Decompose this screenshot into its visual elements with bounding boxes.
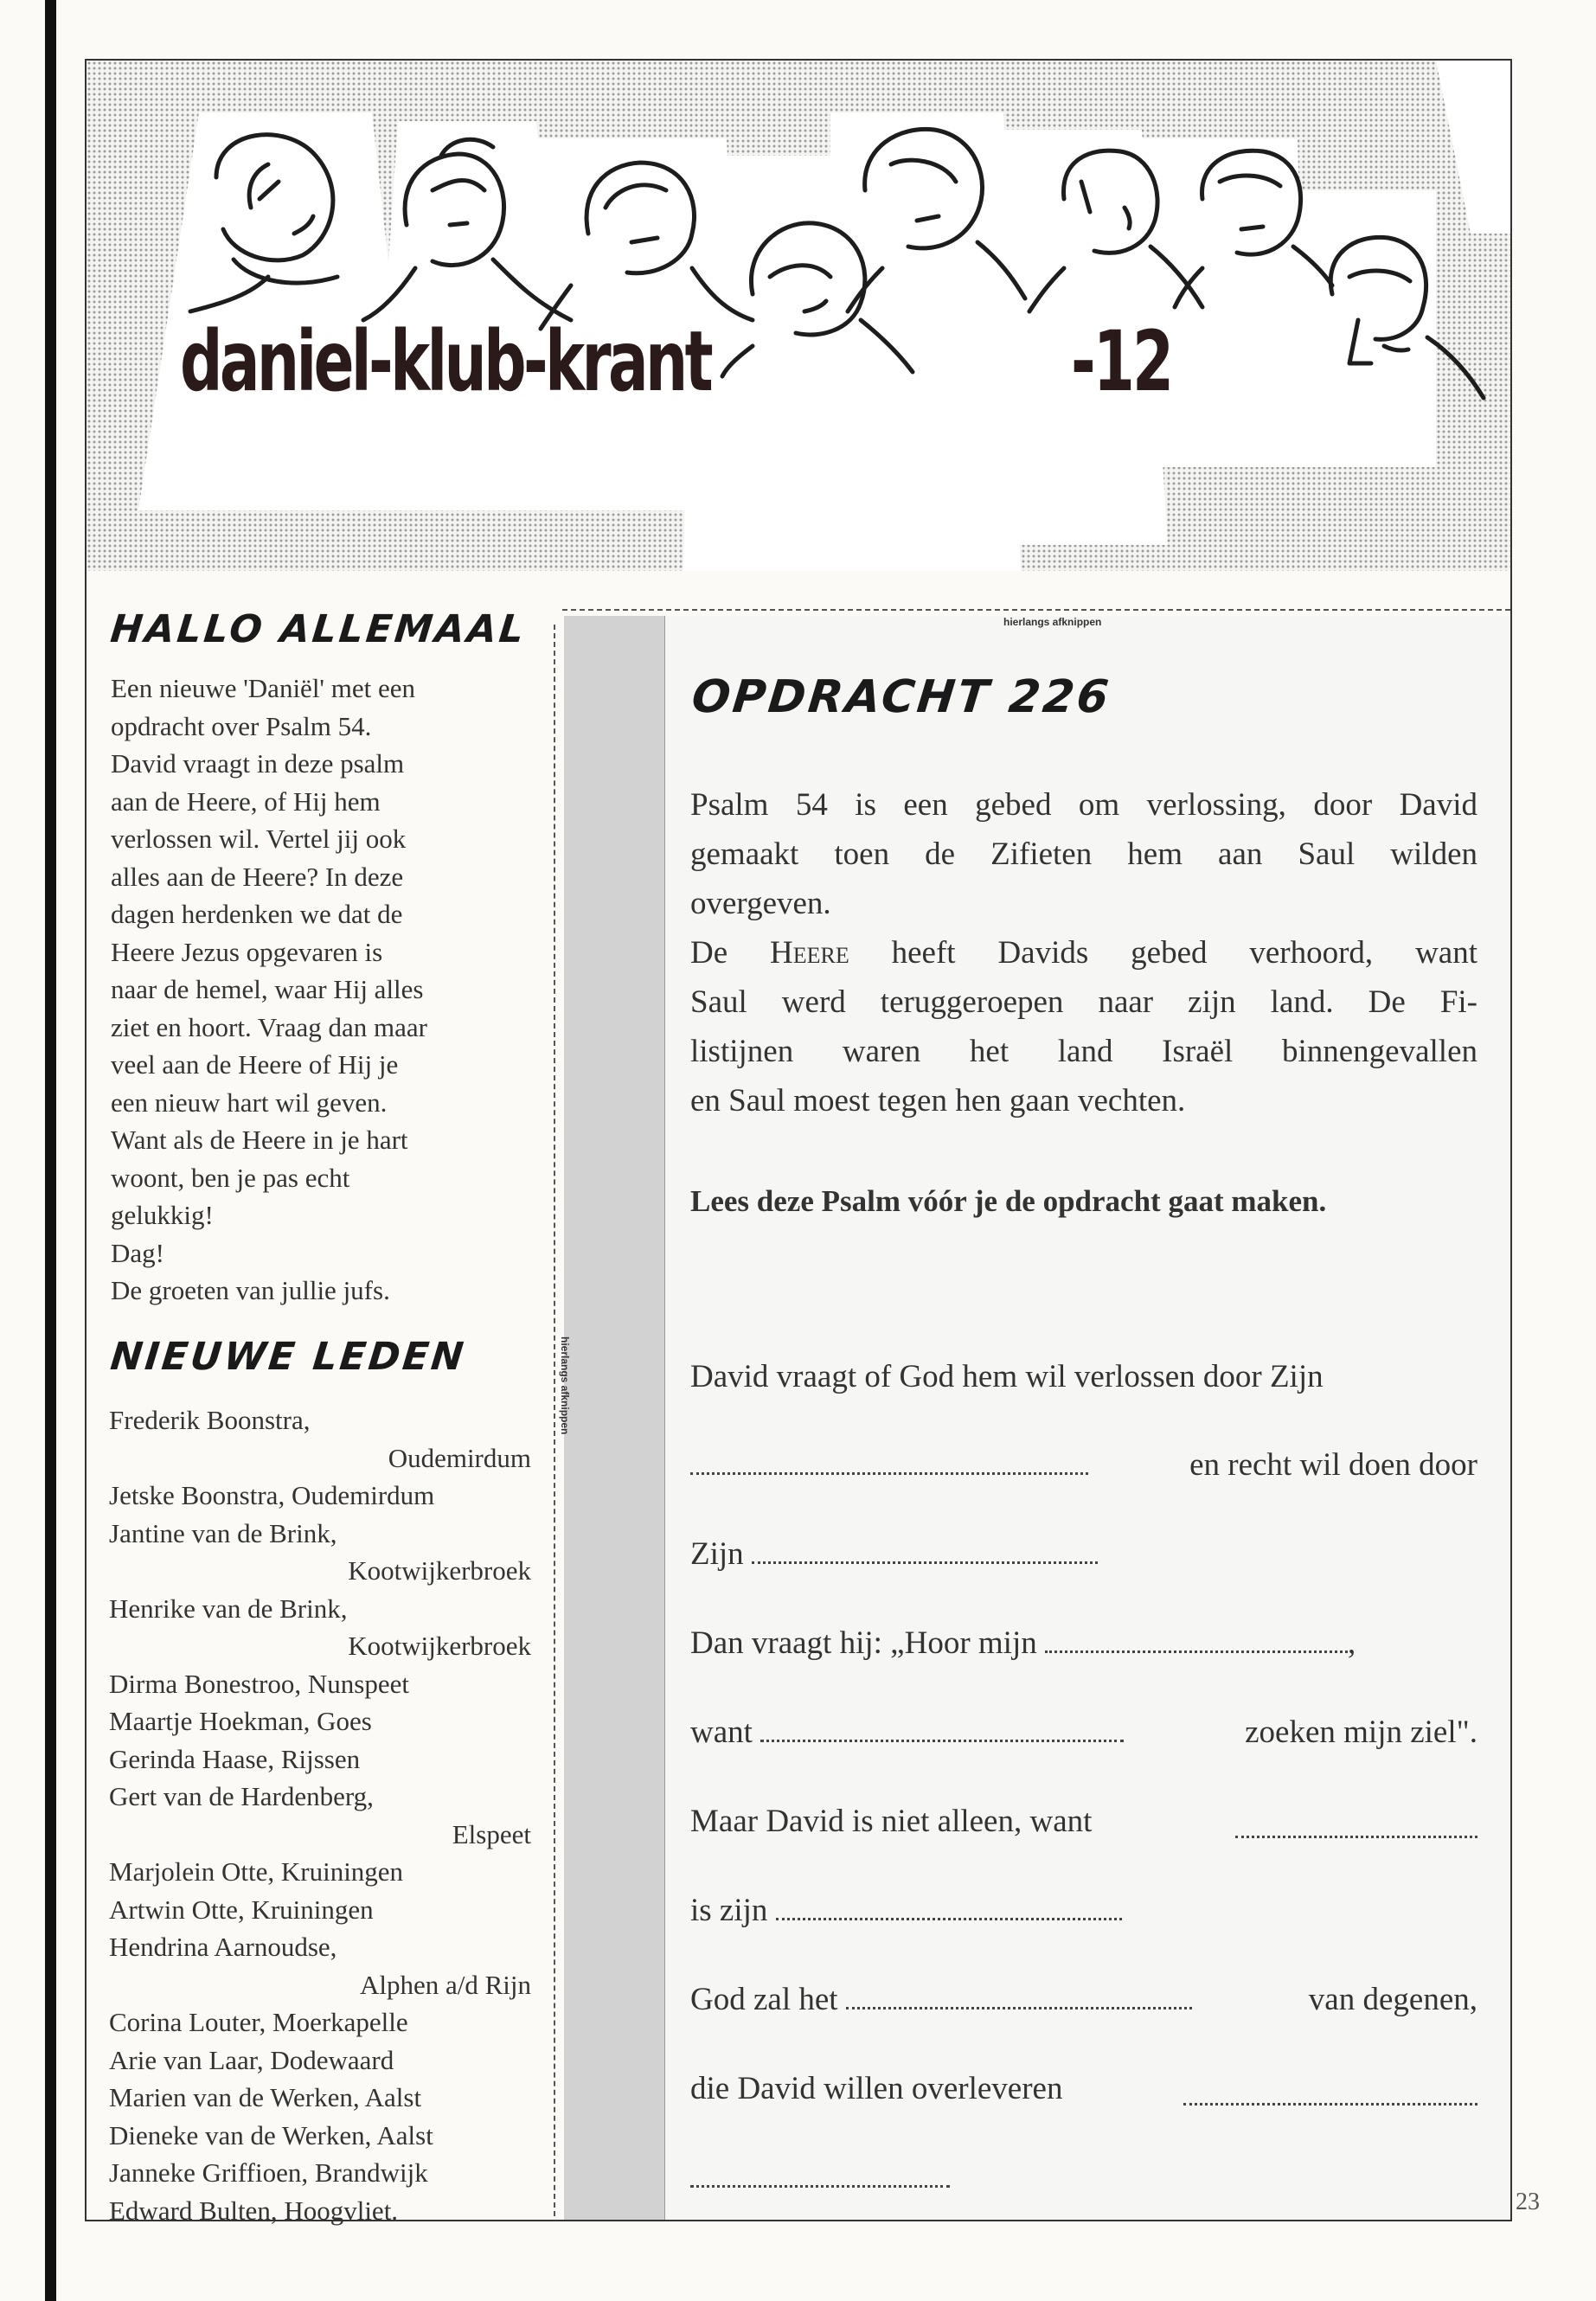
member-name: Artwin Otte, Kruiningen [109, 1894, 374, 1925]
hallo-line: gelukkig! [111, 1200, 214, 1230]
hallo-heading: HALLO ALLEMAAL [108, 607, 529, 651]
question-text: die David willen overleveren [690, 2071, 1063, 2106]
member-name: Gert van de Hardenberg, [109, 1781, 374, 1811]
hallo-line: Want als de Heere in je hart [111, 1125, 408, 1155]
member-name: Henrike van de Brink, [109, 1593, 348, 1624]
answer-blank[interactable] [690, 2176, 950, 2188]
assignment-heading: OPDRACHT 226 [689, 671, 1114, 723]
member-name: Edward Bulten, Hoogvliet. [109, 2195, 399, 2226]
member-city: Alphen a/d Rijn [359, 1969, 531, 2000]
heere-smallcaps: Heere [770, 935, 849, 971]
para2-rest: heeft Davids gebed verhoord, want [849, 935, 1477, 971]
member-name: Gerinda Haase, Rijssen [109, 1743, 361, 1774]
answer-blank[interactable] [1183, 2094, 1477, 2106]
answer-blank[interactable] [776, 1909, 1122, 1920]
question-line-8 [690, 1981, 1477, 2018]
para2-line: listijnen waren het land Israël binnengevallen [690, 1034, 1477, 1069]
member-name: Marien van de Werken, Aalst [109, 2082, 422, 2112]
member-name: Janneke Griffioen, Brandwijk [109, 2157, 428, 2188]
question-text: zoeken mijn ziel". [1245, 1715, 1477, 1750]
question-line-9 [690, 2070, 1477, 2107]
hallo-line: dagen herdenken we dat de [111, 899, 403, 929]
question-line-4 [690, 1625, 1477, 1662]
magazine-title: daniel-klub-krant [180, 313, 711, 410]
question-text: is zijn [690, 1893, 768, 1928]
answer-blank[interactable] [690, 1464, 1088, 1475]
hallo-line: woont, ben je pas echt [111, 1162, 350, 1193]
page-number: 23 [1516, 2189, 1540, 2215]
cut-line-horizontal [562, 609, 1510, 611]
hallo-line: alles aan de Heere? In deze [111, 861, 404, 892]
answer-blank[interactable] [1235, 1827, 1477, 1838]
question-text: God zal het [690, 1982, 838, 2017]
binding-edge [45, 0, 56, 2301]
member-name: Frederik Boonstra, [109, 1405, 311, 1435]
answer-blank[interactable] [846, 1998, 1192, 2009]
hallo-line: Een nieuwe 'Daniël' met een [111, 673, 416, 703]
question-text: David vraagt of God hem wil verlossen door Zijn [690, 1359, 1324, 1394]
question-text: Maar David is niet alleen, want [690, 1804, 1093, 1839]
cut-margin-strip [564, 616, 664, 2220]
masthead [87, 61, 1510, 571]
answer-blank[interactable] [1045, 1642, 1348, 1653]
question-text: van degenen, [1308, 1982, 1477, 2017]
member-city: Kootwijkerbroek [348, 1555, 531, 1586]
question-line-6 [690, 1803, 1477, 1840]
hallo-line: aan de Heere, of Hij hem [111, 785, 381, 817]
assignment-intro [690, 780, 1477, 1125]
para2-line [690, 928, 1477, 977]
question-text: en recht wil doen door [1189, 1447, 1477, 1483]
para2-line: en Saul moest tegen hen gaan vechten. [690, 1083, 1186, 1118]
member-name: Dirma Bonestroo, Nunspeet [109, 1668, 409, 1699]
member-city: Kootwijkerbroek [348, 1631, 531, 1661]
member-name: Marjolein Otte, Kruiningen [109, 1856, 404, 1887]
member-name: Maartje Hoekman, Goes [109, 1706, 372, 1736]
cut-line-vertical [554, 625, 555, 2216]
hallo-line: De groeten van jullie jufs. [111, 1275, 390, 1305]
question-line-2 [690, 1446, 1477, 1484]
hallo-line: opdracht over Psalm 54. [111, 710, 372, 741]
para2-line: Saul werd teruggeroepen naar zijn land. De Fi- [690, 984, 1477, 1020]
intro-line: gemaakt toen de Zifieten hem aan Saul wilden [690, 836, 1477, 872]
member-city: Oudemirdum [388, 1442, 531, 1473]
intro-line: Psalm 54 is een gebed om verlossing, door David [690, 787, 1477, 823]
new-members-list [109, 1401, 531, 2229]
intro-line: overgeven. [690, 886, 831, 921]
member-name: Dieneke van de Werken, Aalst [109, 2119, 433, 2150]
hallo-line: David vraagt in deze psalm [111, 748, 405, 779]
hallo-line: ziet en hoort. Vraag dan maar [111, 1011, 427, 1042]
question-text: Dan vraagt hij: „Hoor mijn [690, 1625, 1037, 1661]
hallo-line: verlossen wil. Vertel jij ook [111, 824, 407, 854]
hallo-line: naar de hemel, waar Hij alles [111, 974, 424, 1004]
member-name: Arie van Laar, Dodewaard [109, 2044, 394, 2075]
member-name: Jetske Boonstra, Oudemirdum [109, 1480, 435, 1510]
member-name: Hendrina Aarnoudse, [109, 1932, 337, 1962]
issue-number: -12 [1071, 313, 1172, 410]
question-line-3 [690, 1535, 1477, 1573]
question-line-10 [690, 2159, 1477, 2196]
member-name: Jantine van de Brink, [109, 1517, 337, 1548]
question-line-7 [690, 1892, 1477, 1929]
new-members-heading: NIEUWE LEDEN [108, 1335, 469, 1379]
hallo-line: veel aan de Heere of Hij je [111, 1049, 399, 1080]
question-text: , [1347, 1625, 1356, 1661]
hallo-line: Dag! [111, 1237, 164, 1268]
answer-blank[interactable] [760, 1731, 1124, 1742]
hallo-line: Heere Jezus opgevaren is [111, 936, 383, 967]
para2-start: De [690, 935, 771, 971]
question-text: want [690, 1715, 753, 1750]
answer-blank[interactable] [752, 1553, 1098, 1564]
cut-label-top: hierlangs afknippen [1003, 616, 1102, 628]
member-name: Corina Louter, Moerkapelle [109, 2007, 408, 2037]
question-line-1 [690, 1358, 1477, 1395]
assignment-instruction: Lees deze Psalm vóór je de opdracht gaat maken. [690, 1184, 1327, 1218]
hallo-text [111, 670, 526, 1310]
cut-label-vertical: hierlangs afknippen [559, 1336, 571, 1435]
question-line-5 [690, 1714, 1477, 1751]
member-city: Elspeet [452, 1818, 531, 1849]
hallo-line: een nieuw hart wil geven. [111, 1086, 388, 1118]
question-text: Zijn [690, 1536, 744, 1572]
